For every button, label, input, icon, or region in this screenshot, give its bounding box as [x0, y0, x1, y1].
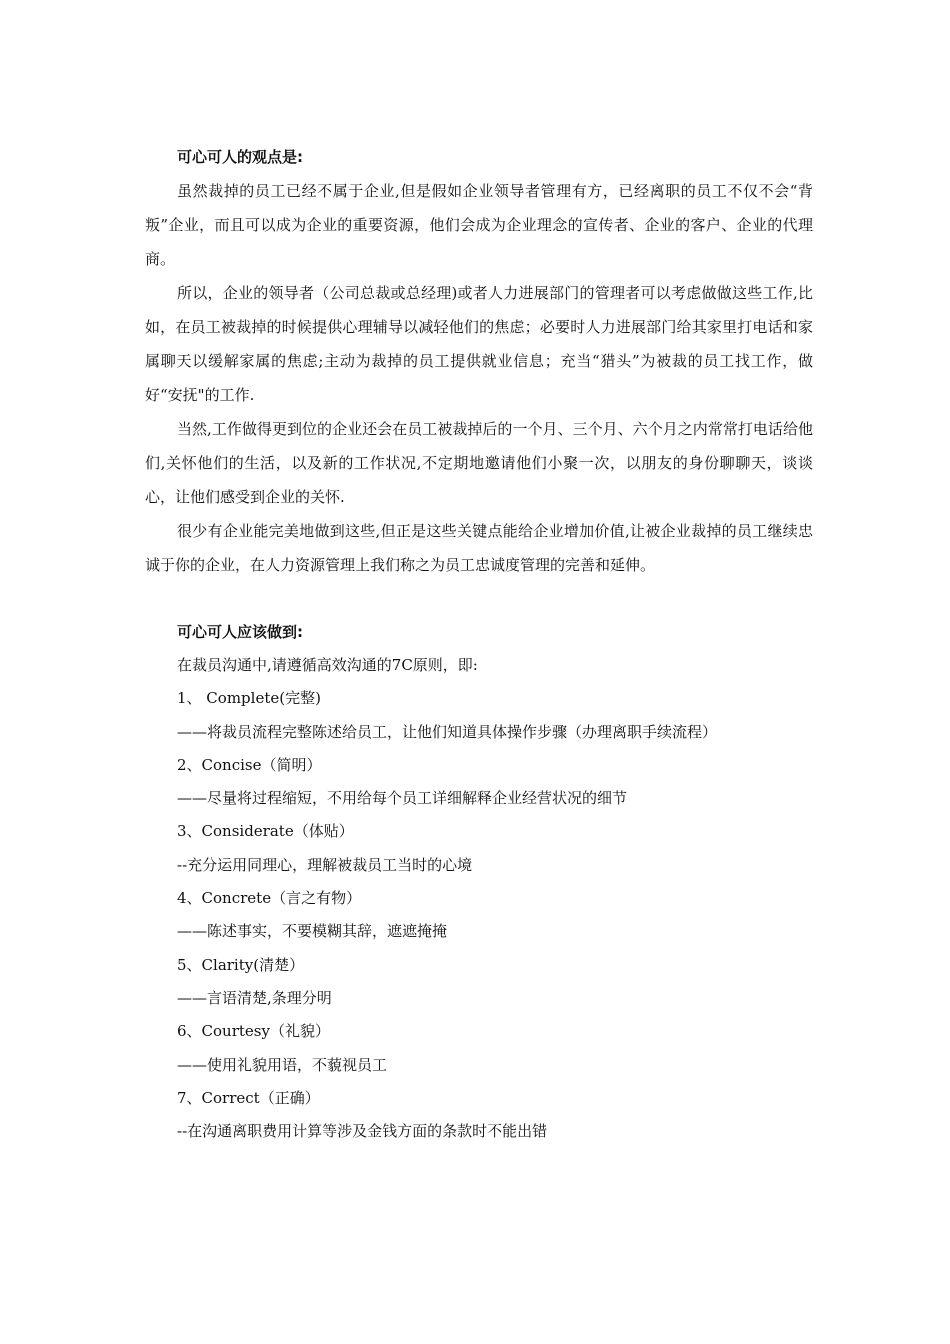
- principle-title: 6、Courtesy（礼貌）: [177, 1022, 330, 1041]
- principle-title: 4、Concrete（言之有物）: [177, 889, 362, 908]
- paragraph: 很少有企业能完美地做到这些,但正是这些关键点能给企业增加价值,让被企业裁掉的员工继续忠诚于你的企业，在人力资源管理上我们称之为员工忠诚度管理的完善和延伸。: [145, 522, 813, 574]
- paragraph: 当然,工作做得更到位的企业还会在员工被裁掉后的一个月、三个月、六个月之内常常打电话给他们,关怀他们的生活，以及新的工作状况,不定期地邀请他们小聚一次，以朋友的身份聊聊天，谈谈心，让他们感受到企业的关怀.: [145, 420, 813, 506]
- principle-description: ——将裁员流程完整陈述给员工，让他们知道具体操作步骤（办理离职手续流程）: [177, 722, 718, 741]
- paragraph: 虽然裁掉的员工已经不属于企业,但是假如企业领导者管理有方，已经离职的员工不仅不会“背叛”企业，而且可以成为企业的重要资源，他们会成为企业理念的宣传者、企业的客户、企业的代理商。: [145, 182, 813, 268]
- section-spacer: [145, 582, 813, 615]
- principle-description: ——言语清楚,条理分明: [177, 988, 332, 1007]
- paragraph: 所以，企业的领导者（公司总裁或总经理)或者人力进展部门的管理者可以考虑做做这些工作,比如，在员工被裁掉的时候提供心理辅导以减轻他们的焦虑；必要时人力进展部门给其家里打电话和家属聊天以缓解家属的焦虑;主动为裁掉的员工提供就业信息；充当“猎头”为被裁的员工找工作，做好“安抚"的工作.: [145, 284, 813, 404]
- principle-description: --在沟通离职费用计算等涉及金钱方面的条款时不能出错: [177, 1122, 548, 1141]
- principle-title: 1、 Complete(完整): [177, 689, 321, 708]
- intro-line: 在裁员沟通中,请遵循高效沟通的7C原则，即:: [177, 656, 478, 674]
- section-heading-viewpoint: 可心可人的观点是:: [177, 148, 303, 166]
- principle-title: 3、Considerate（体贴）: [177, 822, 354, 841]
- principle-description: --充分运用同理心，理解被裁员工当时的心境: [177, 855, 473, 874]
- principle-description: ——使用礼貌用语，不藐视员工: [177, 1055, 388, 1074]
- section-heading-should-do: 可心可人应该做到:: [177, 623, 303, 641]
- principle-title: 7、Correct（正确）: [177, 1088, 320, 1107]
- principle-description: ——尽量将过程缩短，不用给每个员工详细解释企业经营状况的细节: [177, 789, 628, 808]
- principle-title: 2、Concise（简明）: [177, 755, 322, 774]
- principle-description: ——陈述事实，不要模糊其辞，遮遮掩掩: [177, 922, 448, 941]
- document-page: [145, 140, 813, 1148]
- principle-title: 5、Clarity(清楚）: [177, 955, 305, 974]
